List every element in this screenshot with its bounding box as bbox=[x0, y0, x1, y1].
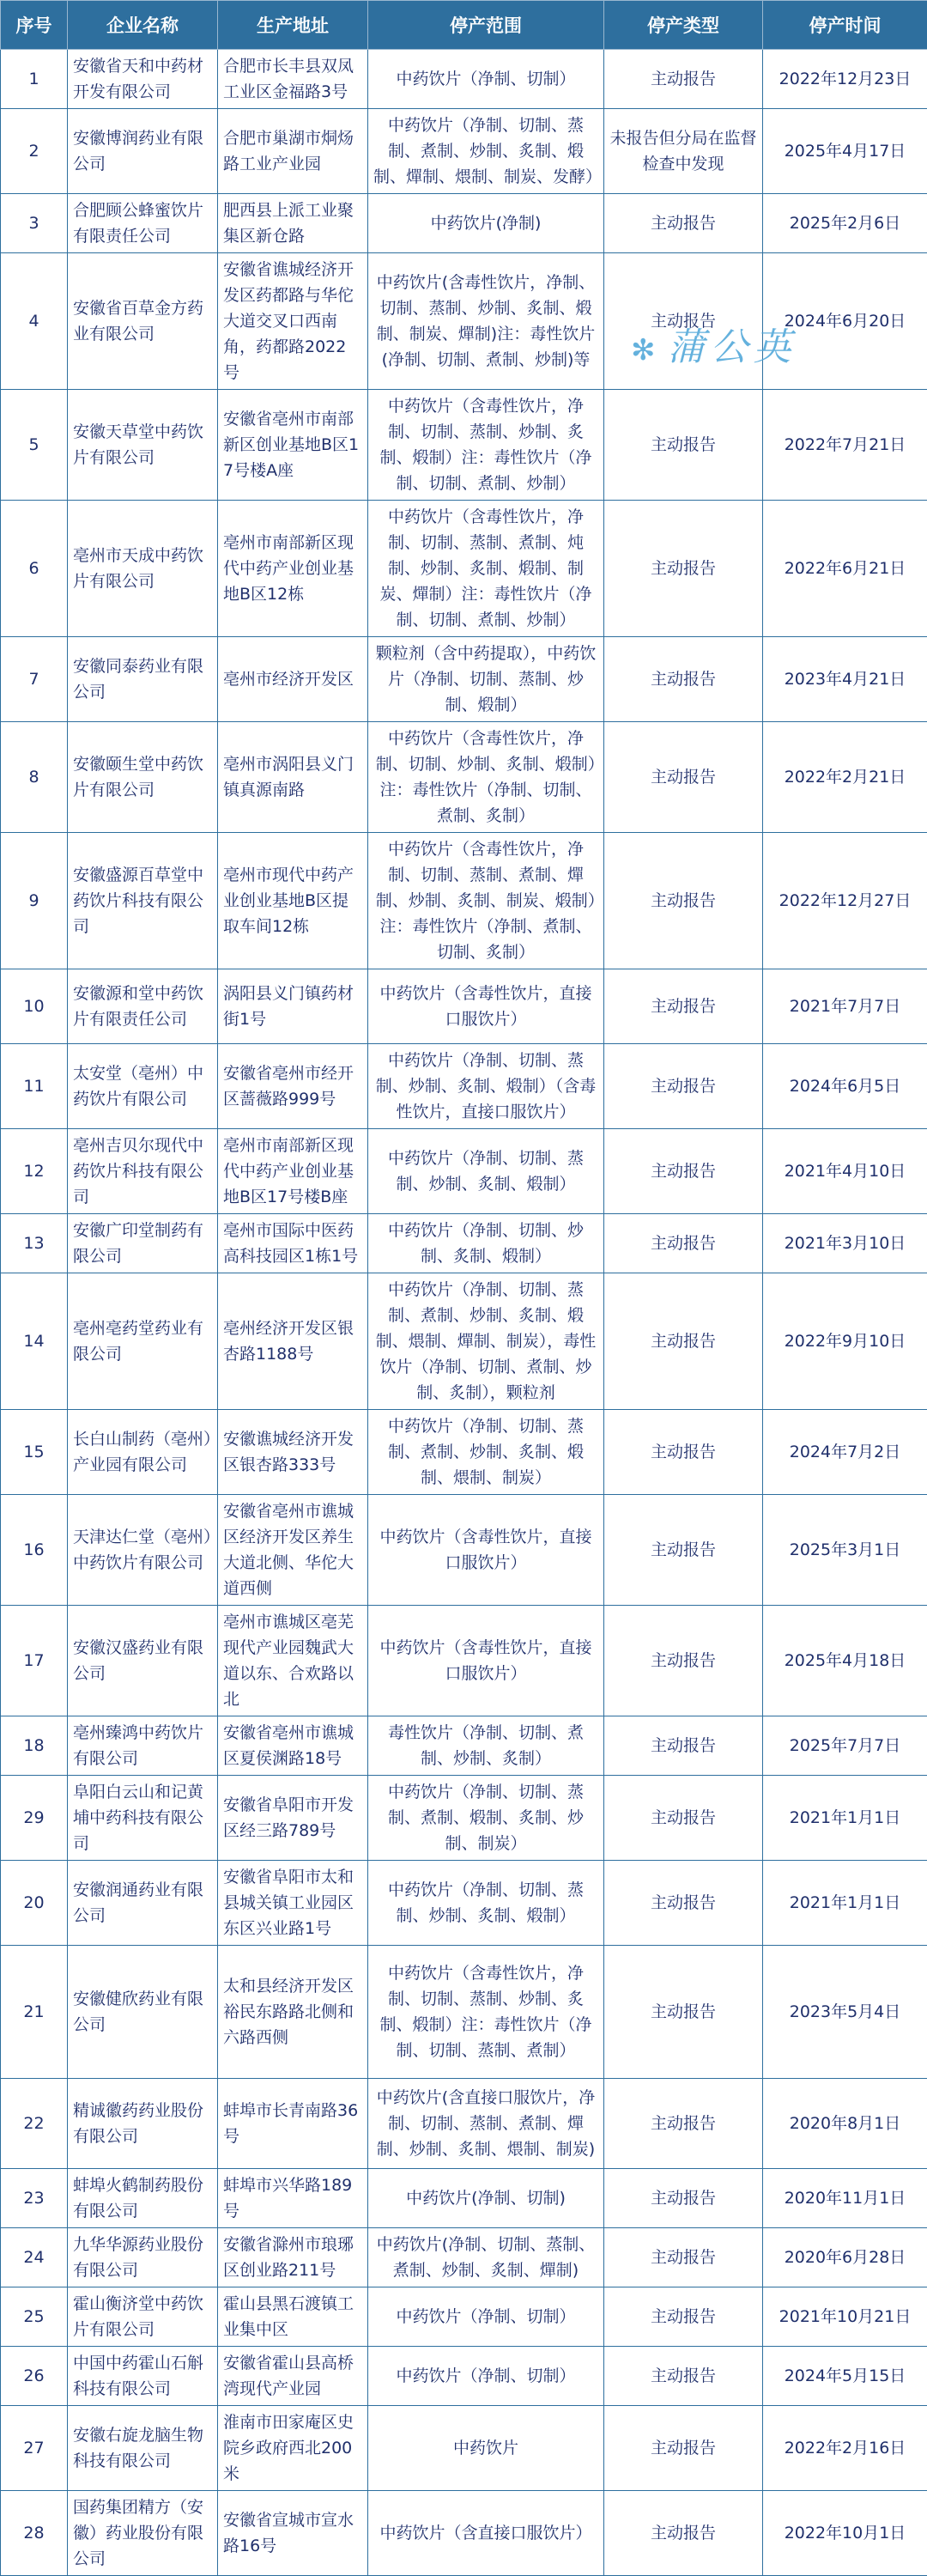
row-number-cell: 16 bbox=[1, 1495, 68, 1606]
suspension-date-cell: 2021年1月1日 bbox=[763, 1776, 927, 1861]
suspension-type-cell: 未报告但分局在监督检查中发现 bbox=[604, 109, 763, 194]
header-no: 序号 bbox=[1, 1, 68, 50]
suspension-date-cell: 2022年9月10日 bbox=[763, 1273, 927, 1410]
table-row bbox=[1, 50, 927, 109]
table-row bbox=[1, 1410, 927, 1495]
suspension-type-cell: 主动报告 bbox=[604, 969, 763, 1044]
table-row bbox=[1, 1273, 927, 1410]
address-cell: 合肥市长丰县双凤工业区金福路3号 bbox=[218, 50, 368, 109]
table-row bbox=[1, 2347, 927, 2406]
table-row bbox=[1, 2228, 927, 2287]
scope-cell: 毒性饮片（净制、切制、煮制、炒制、炙制） bbox=[368, 1716, 604, 1776]
company-name-cell: 亳州吉贝尔现代中药饮片科技有限公司 bbox=[68, 1129, 218, 1214]
scope-cell: 中药饮片(含毒性饮片，净制、切制、蒸制、炒制、炙制、煅制、制炭、燀制)注：毒性饮片(净制、切制、煮制、炒制)等 bbox=[368, 253, 604, 390]
suspension-date-cell: 2025年2月6日 bbox=[763, 194, 927, 253]
scope-cell: 中药饮片（含毒性饮片，净制、切制、炒制、炙制、煅制）注：毒性饮片（净制、切制、煮制、炙制） bbox=[368, 722, 604, 833]
row-number-cell: 3 bbox=[1, 194, 68, 253]
suspension-date-cell: 2023年5月4日 bbox=[763, 1946, 927, 2079]
scope-cell: 中药饮片（含毒性饮片，净制、切制、蒸制、煮制、炖制、炒制、炙制、煅制、制炭、燀制）注：毒性饮片（净制、切制、煮制、炒制） bbox=[368, 501, 604, 637]
scope-cell: 中药饮片（含毒性饮片，直接口服饮片） bbox=[368, 1495, 604, 1606]
suspension-type-cell: 主动报告 bbox=[604, 637, 763, 722]
scope-cell: 中药饮片（净制、切制、蒸制、炒制、炙制、煅制） bbox=[368, 1861, 604, 1946]
suspension-type-cell: 主动报告 bbox=[604, 2491, 763, 2576]
scope-cell: 颗粒剂（含中药提取），中药饮片（净制、切制、蒸制、炒制、煅制） bbox=[368, 637, 604, 722]
row-number-cell: 4 bbox=[1, 253, 68, 390]
suspension-type-cell: 主动报告 bbox=[604, 1716, 763, 1776]
suspension-type-cell: 主动报告 bbox=[604, 1861, 763, 1946]
header-address: 生产地址 bbox=[218, 1, 368, 50]
row-number-cell: 22 bbox=[1, 2079, 68, 2169]
suspension-date-cell: 2020年11月1日 bbox=[763, 2169, 927, 2228]
scope-cell: 中药饮片（净制、切制、蒸制、煮制、炒制、炙制、煅制、煨制、燀制、制炭），毒性饮片（净制、切制、煮制、炒制、炙制），颗粒剂 bbox=[368, 1273, 604, 1410]
address-cell: 涡阳县义门镇药材街1号 bbox=[218, 969, 368, 1044]
row-number-cell: 28 bbox=[1, 2491, 68, 2576]
suspension-date-cell: 2022年10月1日 bbox=[763, 2491, 927, 2576]
header-date: 停产时间 bbox=[763, 1, 927, 50]
scope-cell: 中药饮片（含毒性饮片，净制、切制、蒸制、炒制、炙制、煅制）注：毒性饮片（净制、切制、蒸制、煮制） bbox=[368, 1946, 604, 2079]
scope-cell: 中药饮片 bbox=[368, 2406, 604, 2491]
company-name-cell: 亳州亳药堂药业有限公司 bbox=[68, 1273, 218, 1410]
address-cell: 亳州市经济开发区 bbox=[218, 637, 368, 722]
suspension-type-cell: 主动报告 bbox=[604, 2287, 763, 2347]
company-name-cell: 合肥顾公蜂蜜饮片有限责任公司 bbox=[68, 194, 218, 253]
table-row bbox=[1, 2406, 927, 2491]
suspension-type-cell: 主动报告 bbox=[604, 2347, 763, 2406]
watermark-text: 蒲公英 bbox=[668, 325, 797, 369]
row-number-cell: 10 bbox=[1, 969, 68, 1044]
row-number-cell: 6 bbox=[1, 501, 68, 637]
address-cell: 安徽省亳州市谯城区夏侯渊路18号 bbox=[218, 1716, 368, 1776]
row-number-cell: 27 bbox=[1, 2406, 68, 2491]
suspension-date-cell: 2021年10月21日 bbox=[763, 2287, 927, 2347]
table-row bbox=[1, 1606, 927, 1716]
row-number-cell: 15 bbox=[1, 1410, 68, 1495]
suspension-type-cell: 主动报告 bbox=[604, 1606, 763, 1716]
row-number-cell: 8 bbox=[1, 722, 68, 833]
scope-cell: 中药饮片（净制、切制、蒸制、炒制、炙制、煅制）（含毒性饮片，直接口服饮片） bbox=[368, 1044, 604, 1129]
table-row bbox=[1, 2491, 927, 2576]
header-row bbox=[1, 1, 927, 50]
address-cell: 亳州市现代中药产业创业基地B区提取车间12栋 bbox=[218, 833, 368, 969]
address-cell: 安徽省霍山县高桥湾现代产业园 bbox=[218, 2347, 368, 2406]
suspension-type-cell: 主动报告 bbox=[604, 722, 763, 833]
address-cell: 安徽省滁州市琅琊区创业路211号 bbox=[218, 2228, 368, 2287]
scope-cell: 中药饮片(含直接口服饮片，净制、切制、蒸制、煮制、燀制、炒制、炙制、煨制、制炭) bbox=[368, 2079, 604, 2169]
suspension-date-cell: 2025年4月18日 bbox=[763, 1606, 927, 1716]
company-name-cell: 安徽颐生堂中药饮片有限公司 bbox=[68, 722, 218, 833]
suspension-date-cell: 2025年4月17日 bbox=[763, 109, 927, 194]
suspension-date-cell: 2022年7月21日 bbox=[763, 390, 927, 501]
suspension-date-cell: 2021年7月7日 bbox=[763, 969, 927, 1044]
suspension-type-cell: 主动报告 bbox=[604, 390, 763, 501]
row-number-cell: 20 bbox=[1, 1861, 68, 1946]
suspension-date-cell: 2024年7月2日 bbox=[763, 1410, 927, 1495]
suspension-type-cell: 主动报告 bbox=[604, 2169, 763, 2228]
company-name-cell: 安徽盛源百草堂中药饮片科技有限公司 bbox=[68, 833, 218, 969]
row-number-cell: 13 bbox=[1, 1214, 68, 1273]
scope-cell: 中药饮片（净制、切制、蒸制、煮制、炒制、炙制、煅制、煨制、制炭） bbox=[368, 1410, 604, 1495]
address-cell: 淮南市田家庵区史院乡政府西北200米 bbox=[218, 2406, 368, 2491]
suspension-type-cell: 主动报告 bbox=[604, 194, 763, 253]
suspension-date-cell: 2020年6月28日 bbox=[763, 2228, 927, 2287]
scope-cell: 中药饮片（含直接口服饮片） bbox=[368, 2491, 604, 2576]
suspension-type-cell: 主动报告 bbox=[604, 2406, 763, 2491]
scope-cell: 中药饮片（净制、切制、蒸制、煮制、炒制、炙制、煅制、燀制、煨制、制炭、发酵） bbox=[368, 109, 604, 194]
suspension-date-cell: 2022年2月21日 bbox=[763, 722, 927, 833]
address-cell: 安徽省宣城市宣水路16号 bbox=[218, 2491, 368, 2576]
address-cell: 太和县经济开发区裕民东路路北侧和六路西侧 bbox=[218, 1946, 368, 2079]
table-row bbox=[1, 1716, 927, 1776]
table-row bbox=[1, 1129, 927, 1214]
suspension-date-cell: 2022年12月27日 bbox=[763, 833, 927, 969]
address-cell: 安徽省阜阳市太和县城关镇工业园区东区兴业路1号 bbox=[218, 1861, 368, 1946]
scope-cell: 中药饮片（含毒性饮片，净制、切制、蒸制、煮制、燀制、炒制、炙制、制炭、煅制）注：毒性饮片（净制、煮制、切制、炙制） bbox=[368, 833, 604, 969]
table-row bbox=[1, 2079, 927, 2169]
scope-cell: 中药饮片（净制、切制、炒制、炙制、煅制） bbox=[368, 1214, 604, 1273]
row-number-cell: 29 bbox=[1, 1776, 68, 1861]
suspension-date-cell: 2024年5月15日 bbox=[763, 2347, 927, 2406]
row-number-cell: 23 bbox=[1, 2169, 68, 2228]
suspension-date-cell: 2020年8月1日 bbox=[763, 2079, 927, 2169]
suspension-date-cell: 2021年4月10日 bbox=[763, 1129, 927, 1214]
company-name-cell: 国药集团精方（安徽）药业股份有限公司 bbox=[68, 2491, 218, 2576]
scope-cell: 中药饮片（含毒性饮片，净制、切制、蒸制、炒制、炙制、煅制）注：毒性饮片（净制、切制、煮制、炒制） bbox=[368, 390, 604, 501]
suspension-type-cell: 主动报告 bbox=[604, 50, 763, 109]
scope-cell: 中药饮片（净制、切制） bbox=[368, 2287, 604, 2347]
row-number-cell: 17 bbox=[1, 1606, 68, 1716]
suspension-type-cell: 主动报告 bbox=[604, 1044, 763, 1129]
address-cell: 蚌埠市长青南路36号 bbox=[218, 2079, 368, 2169]
table-row bbox=[1, 1776, 927, 1861]
address-cell: 亳州市国际中医药高科技园区1栋1号 bbox=[218, 1214, 368, 1273]
suspension-date-cell: 2022年12月23日 bbox=[763, 50, 927, 109]
scope-cell: 中药饮片(净制、切制、蒸制、煮制、炒制、炙制、燀制) bbox=[368, 2228, 604, 2287]
company-name-cell: 安徽源和堂中药饮片有限责任公司 bbox=[68, 969, 218, 1044]
suspension-date-cell: 2022年2月16日 bbox=[763, 2406, 927, 2491]
address-cell: 安徽省亳州市南部新区创业基地B区17号楼A座 bbox=[218, 390, 368, 501]
company-name-cell: 亳州臻鸿中药饮片有限公司 bbox=[68, 1716, 218, 1776]
company-name-cell: 阜阳白云山和记黄埔中药科技有限公司 bbox=[68, 1776, 218, 1861]
scope-cell: 中药饮片(净制) bbox=[368, 194, 604, 253]
table-row bbox=[1, 833, 927, 969]
address-cell: 亳州市南部新区现代中药产业创业基地B区17号楼B座 bbox=[218, 1129, 368, 1214]
address-cell: 亳州市谯城区亳芜现代产业园魏武大道以东、合欢路以北 bbox=[218, 1606, 368, 1716]
address-cell: 亳州市涡阳县义门镇真源南路 bbox=[218, 722, 368, 833]
company-name-cell: 安徽省百草金方药业有限公司 bbox=[68, 253, 218, 390]
company-name-cell: 安徽汉盛药业有限公司 bbox=[68, 1606, 218, 1716]
row-number-cell: 14 bbox=[1, 1273, 68, 1410]
suspension-type-cell: 主动报告 bbox=[604, 1410, 763, 1495]
scope-cell: 中药饮片（净制、切制） bbox=[368, 50, 604, 109]
table-row bbox=[1, 194, 927, 253]
scope-cell: 中药饮片（净制、切制、蒸制、炒制、炙制、煅制） bbox=[368, 1129, 604, 1214]
header-type: 停产类型 bbox=[604, 1, 763, 50]
row-number-cell: 11 bbox=[1, 1044, 68, 1129]
scope-cell: 中药饮片（净制、切制） bbox=[368, 2347, 604, 2406]
company-name-cell: 安徽润通药业有限公司 bbox=[68, 1861, 218, 1946]
table-row bbox=[1, 2287, 927, 2347]
scope-cell: 中药饮片（含毒性饮片，直接口服饮片） bbox=[368, 1606, 604, 1716]
suspension-date-cell: 2025年3月1日 bbox=[763, 1495, 927, 1606]
table-row bbox=[1, 1044, 927, 1129]
suspension-date-cell: 2023年4月21日 bbox=[763, 637, 927, 722]
suspension-type-cell: 主动报告 bbox=[604, 1776, 763, 1861]
suspension-date-cell: 2021年1月1日 bbox=[763, 1861, 927, 1946]
company-name-cell: 长白山制药（亳州）产业园有限公司 bbox=[68, 1410, 218, 1495]
header-company: 企业名称 bbox=[68, 1, 218, 50]
row-number-cell: 5 bbox=[1, 390, 68, 501]
row-number-cell: 24 bbox=[1, 2228, 68, 2287]
company-name-cell: 安徽省天和中药材开发有限公司 bbox=[68, 50, 218, 109]
company-name-cell: 安徽广印堂制药有限公司 bbox=[68, 1214, 218, 1273]
table-row bbox=[1, 637, 927, 722]
company-name-cell: 蚌埠火鹤制药股份有限公司 bbox=[68, 2169, 218, 2228]
address-cell: 霍山县黑石渡镇工业集中区 bbox=[218, 2287, 368, 2347]
company-name-cell: 精诚徽药药业股份有限公司 bbox=[68, 2079, 218, 2169]
header-scope: 停产范围 bbox=[368, 1, 604, 50]
suspension-type-cell: 主动报告 bbox=[604, 1129, 763, 1214]
watermark bbox=[631, 316, 797, 371]
company-name-cell: 安徽天草堂中药饮片有限公司 bbox=[68, 390, 218, 501]
suspension-date-cell: 2022年6月21日 bbox=[763, 501, 927, 637]
table-row bbox=[1, 390, 927, 501]
suspension-type-cell: 主动报告 bbox=[604, 833, 763, 969]
company-name-cell: 安徽同泰药业有限公司 bbox=[68, 637, 218, 722]
suspension-date-cell: 2021年3月10日 bbox=[763, 1214, 927, 1273]
company-name-cell: 中国中药霍山石斛科技有限公司 bbox=[68, 2347, 218, 2406]
row-number-cell: 1 bbox=[1, 50, 68, 109]
table-row bbox=[1, 1946, 927, 2079]
address-cell: 安徽谯城经济开发区银杏路333号 bbox=[218, 1410, 368, 1495]
suspension-date-cell: 2025年7月7日 bbox=[763, 1716, 927, 1776]
suspension-type-cell: 主动报告 bbox=[604, 2079, 763, 2169]
row-number-cell: 18 bbox=[1, 1716, 68, 1776]
company-name-cell: 安徽博润药业有限公司 bbox=[68, 109, 218, 194]
dandelion-icon: ✻ bbox=[631, 333, 661, 368]
row-number-cell: 7 bbox=[1, 637, 68, 722]
suspension-date-cell: 2024年6月20日 bbox=[763, 253, 927, 390]
address-cell: 安徽省亳州市谯城区经济开发区养生大道北侧、华佗大道西侧 bbox=[218, 1495, 368, 1606]
table-row bbox=[1, 501, 927, 637]
company-name-cell: 安徽健欣药业有限公司 bbox=[68, 1946, 218, 2079]
table-row bbox=[1, 109, 927, 194]
table-row bbox=[1, 969, 927, 1044]
suspension-type-cell: 主动报告 bbox=[604, 1273, 763, 1410]
row-number-cell: 25 bbox=[1, 2287, 68, 2347]
table-row bbox=[1, 722, 927, 833]
address-cell: 蚌埠市兴华路189号 bbox=[218, 2169, 368, 2228]
address-cell: 合肥市巢湖市烔炀路工业产业园 bbox=[218, 109, 368, 194]
suspension-type-cell: 主动报告 bbox=[604, 1495, 763, 1606]
company-name-cell: 天津达仁堂（亳州）中药饮片有限公司 bbox=[68, 1495, 218, 1606]
row-number-cell: 26 bbox=[1, 2347, 68, 2406]
scope-cell: 中药饮片（净制、切制、蒸制、煮制、煅制、炙制、炒制、制炭） bbox=[368, 1776, 604, 1861]
address-cell: 亳州经济开发区银杏路1188号 bbox=[218, 1273, 368, 1410]
table-body bbox=[1, 50, 927, 2576]
suspension-type-cell: 主动报告 bbox=[604, 1214, 763, 1273]
address-cell: 安徽省谯城经济开发区药都路与华佗大道交叉口西南角，药都路2022号 bbox=[218, 253, 368, 390]
company-name-cell: 亳州市天成中药饮片有限公司 bbox=[68, 501, 218, 637]
table-row bbox=[1, 1861, 927, 1946]
row-number-cell: 12 bbox=[1, 1129, 68, 1214]
table-row bbox=[1, 1214, 927, 1273]
row-number-cell: 21 bbox=[1, 1946, 68, 2079]
address-cell: 肥西县上派工业聚集区新仓路 bbox=[218, 194, 368, 253]
scope-cell: 中药饮片（含毒性饮片，直接口服饮片） bbox=[368, 969, 604, 1044]
company-name-cell: 霍山衡济堂中药饮片有限公司 bbox=[68, 2287, 218, 2347]
table-row bbox=[1, 1495, 927, 1606]
address-cell: 安徽省阜阳市开发区经三路789号 bbox=[218, 1776, 368, 1861]
row-number-cell: 9 bbox=[1, 833, 68, 969]
table-row bbox=[1, 2169, 927, 2228]
suspension-date-cell: 2024年6月5日 bbox=[763, 1044, 927, 1129]
address-cell: 亳州市南部新区现代中药产业创业基地B区12栋 bbox=[218, 501, 368, 637]
company-name-cell: 安徽右旋龙脑生物科技有限公司 bbox=[68, 2406, 218, 2491]
company-name-cell: 九华华源药业股份有限公司 bbox=[68, 2228, 218, 2287]
scope-cell: 中药饮片(净制、切制) bbox=[368, 2169, 604, 2228]
company-name-cell: 太安堂（亳州）中药饮片有限公司 bbox=[68, 1044, 218, 1129]
suspension-type-cell: 主动报告 bbox=[604, 1946, 763, 2079]
address-cell: 安徽省亳州市经开区蔷薇路999号 bbox=[218, 1044, 368, 1129]
suspension-type-cell: 主动报告 bbox=[604, 253, 763, 390]
suspension-type-cell: 主动报告 bbox=[604, 2228, 763, 2287]
suspension-type-cell: 主动报告 bbox=[604, 501, 763, 637]
row-number-cell: 2 bbox=[1, 109, 68, 194]
